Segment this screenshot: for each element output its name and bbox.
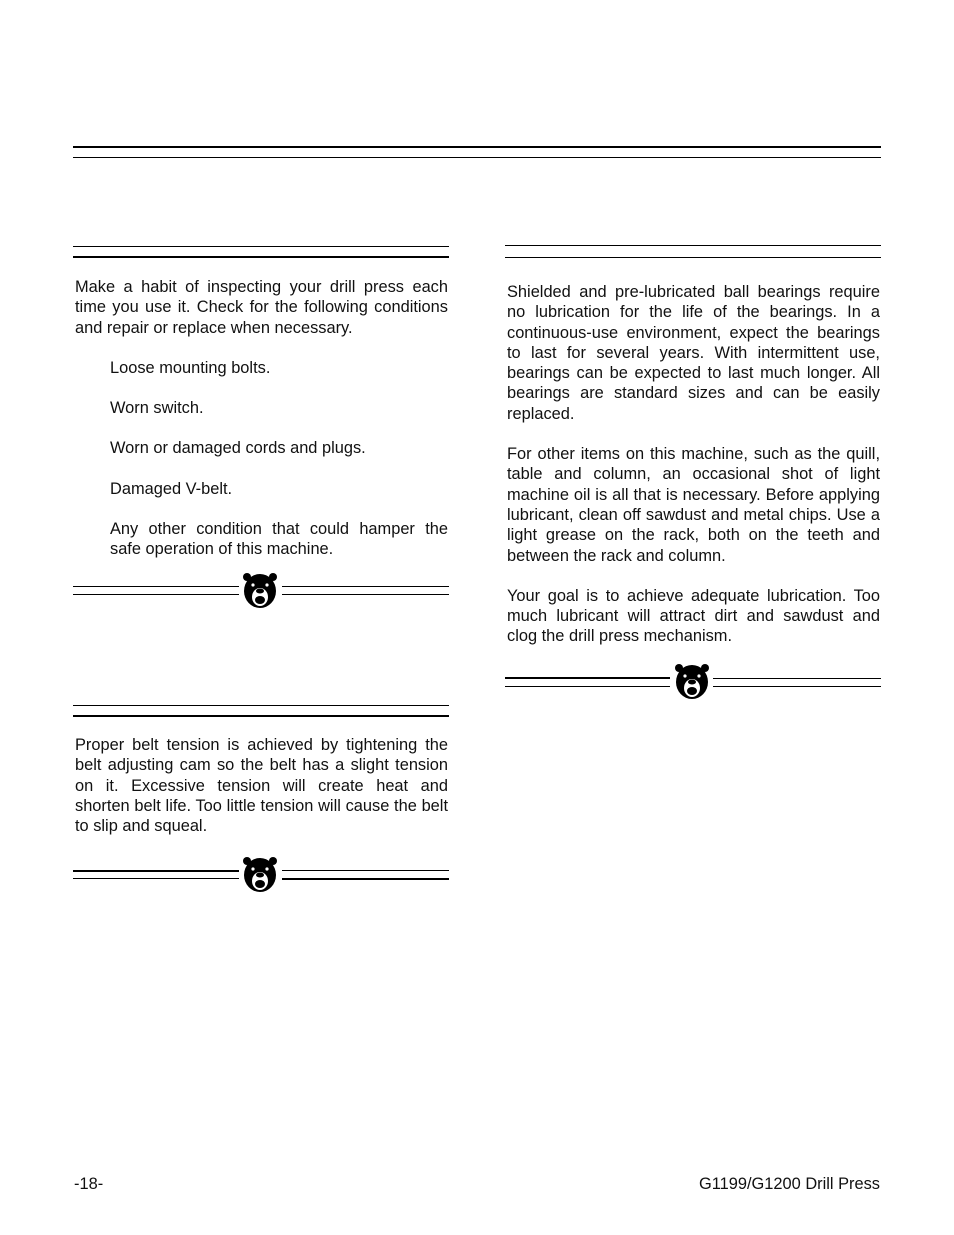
- inspection-intro: Make a habit of inspecting your drill press each time you use it. Check for the following conditions and repair or replace when necessary.: [75, 278, 448, 337]
- page-number: -18-: [74, 1175, 104, 1193]
- lubrication-paragraph: For other items on this machine, such as the quill, table and column, an occasional shot of light machine oil is all that is necessary. Before applying lubricant, clean off sawdust and metal chips. Use a light grease on the rack, both on the teeth and between the rack and column.: [507, 445, 880, 565]
- inspection-item: Damaged V-belt.: [110, 479, 233, 498]
- section-end-divider: [505, 663, 881, 703]
- header-rule-thin: [73, 157, 881, 158]
- lubrication-heading-rule-bottom: [505, 257, 881, 258]
- section-end-divider: [73, 572, 449, 612]
- bear-logo-icon: [242, 856, 278, 896]
- belt-heading-rule-top: [73, 705, 449, 706]
- bear-logo-icon: [242, 572, 278, 612]
- lubrication-section: [507, 282, 880, 647]
- inspection-item: Worn switch.: [110, 399, 204, 418]
- lubrication-heading-rule-top: [505, 245, 881, 246]
- inspection-heading-rule-top: [73, 246, 449, 247]
- inspection-item: Worn or damaged cords and plugs.: [110, 439, 366, 458]
- footer-model-name: G1199/G1200 Drill Press: [699, 1175, 880, 1193]
- section-end-divider: [73, 856, 449, 896]
- inspection-heading-rule-bottom: [73, 256, 449, 258]
- bear-logo-icon: [674, 663, 710, 703]
- belt-section: [75, 735, 448, 836]
- belt-text: Proper belt tension is achieved by tightening the belt adjusting cam so the belt has a slight tension on it. Excessive tension will create heat and shorten belt life. Too little tension will cause the belt to slip and squeal.: [75, 736, 448, 836]
- inspection-item: Loose mounting bolts.: [110, 358, 271, 377]
- inspection-item: Any other condition that could hamper the safe operation of this machine.: [110, 520, 448, 559]
- lubrication-paragraph: Shielded and pre-lubricated ball bearings require no lubrication for the life of the bearings. In a continuous-use environment, expect the bearings to last for several years. With intermittent use, bearings can be expected to last much longer. All bearings are standard sizes and can be easily replaced.: [507, 283, 880, 423]
- lubrication-paragraph: Your goal is to achieve adequate lubrication. Too much lubricant will attract dirt and sawdust and clog the drill press mechanism.: [507, 586, 880, 646]
- inspection-section: [75, 277, 448, 560]
- header-rule-thick: [73, 146, 881, 148]
- belt-heading-rule-bottom: [73, 715, 449, 717]
